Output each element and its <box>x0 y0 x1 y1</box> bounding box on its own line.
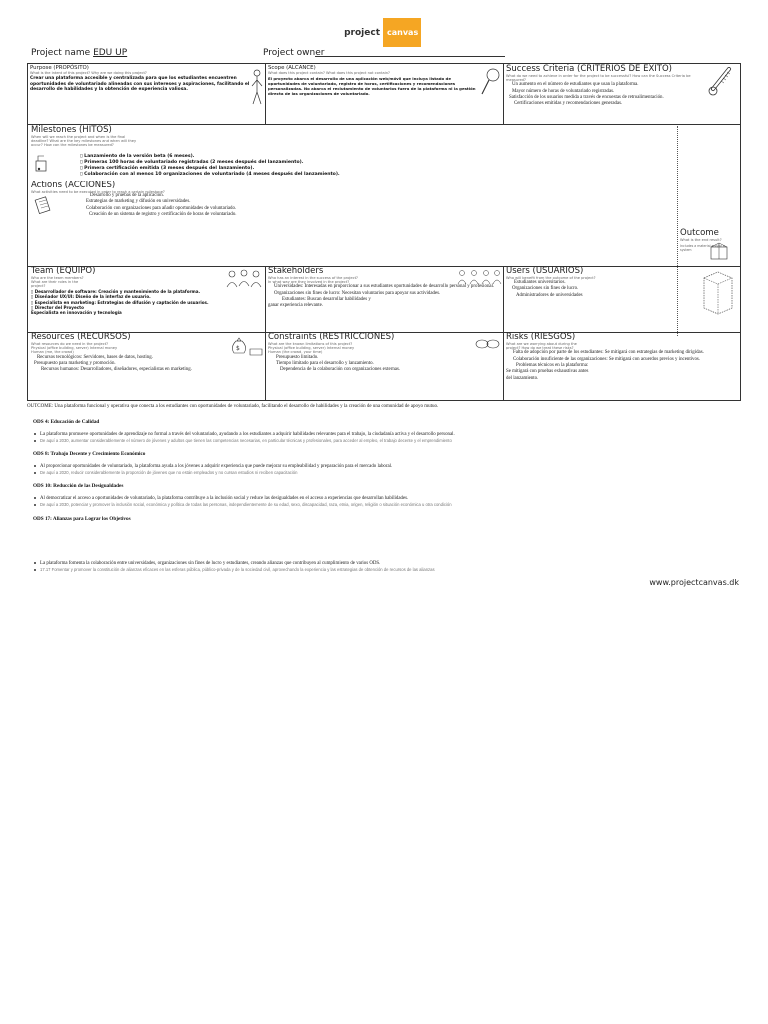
milestones-title: Milestones (HITOS) <box>31 125 112 135</box>
actions-section <box>28 181 678 267</box>
milestone-item[interactable]: ▯ Lanzamiento de la versión beta (6 meses). <box>80 154 195 159</box>
risks-title: Risks (RIESGOS) <box>506 333 576 342</box>
svg-text:$: $ <box>236 345 240 352</box>
ods17-main: La plataforma fomenta la colaboración entre universidades, organizaciones sin fines de lucro y estudiantes, creando alianzas que contribuyen al cumplimiento de varios ODS. <box>34 561 380 566</box>
stakeholders-question: Who has an interest in the success of the project? In what way are they involved in the project? <box>268 275 358 284</box>
ods8-sub: De aquí a 2020, reducir considerablemente la proporción de jóvenes que no están empleados y no cursan estudios ni reciben capacitación <box>34 470 297 475</box>
outcome-extra: Includes a material and/or a system <box>680 243 725 252</box>
success-line[interactable]: Mayor número de horas de voluntariado registradas. <box>512 88 615 94</box>
action-line[interactable]: Estrategias de marketing y difusión en universidades. <box>86 199 191 205</box>
success-criteria-section <box>504 64 740 125</box>
ods10-main: Al democratizar el acceso a oportunidades de voluntariado, la plataforma contribuye a la inclusión social y reduce las desigualdades en el acceso a experiencias que desarrollan habilidades. <box>34 496 408 501</box>
risk-line[interactable]: Colaboración insuficiente de las organizaciones: Se mitigará con acuerdos previos y incentivos. <box>513 356 701 362</box>
constraints-title: Constraints (RESTRICCIONES) <box>268 333 395 342</box>
team-icon <box>224 269 264 289</box>
person-icon <box>250 68 264 108</box>
team-member[interactable]: ▯ Especialista en marketing: Estrategias de difusión y captación de usuarios. <box>31 299 209 305</box>
success-line[interactable]: Satisfacción de los usuarios medida a través de encuestas de retroalimentación. <box>509 95 664 100</box>
gift-icon <box>700 268 736 318</box>
scope-text[interactable]: El proyecto abarca el desarrollo de una aplicación web/móvil que incluya listado de oportunidades de voluntariado, registro de horas, certificaciones y recomendaciones personalizadas. No abarca el reclutamiento de voluntarios fuera de la plataforma ni la gestión directa de las organizaciones de voluntariado. <box>268 75 476 97</box>
stakeholder-line[interactable]: Universidades: Interesadas en proporcionar a sus estudiantes oportunidades de desarrollo personal y profesional. <box>274 284 495 290</box>
team-title: Team (EQUIPO) <box>31 267 96 276</box>
project-owner-label: Project owner <box>263 48 325 58</box>
scope-title: Scope (ALCANCE) <box>268 65 316 71</box>
ods10-sub: De aquí a 2030, potenciar y promover la inclusión social, económica y política de todas las personas, independientemente de su edad, sexo, discapacidad, raza, etnia, origen, religión o situación económica u otra condición <box>34 502 452 507</box>
project-name-value[interactable]: EDU UP <box>93 48 128 58</box>
constraints-question: What are the known limitations of this project? Physical (office building, server) Internal money Human (the crowd, your time) <box>268 341 355 355</box>
success-criteria-title: Success Criteria (CRITERIOS DE ÉXITO) <box>506 64 672 74</box>
milestone-item[interactable]: ▯ Primera certificación emitida (3 meses después del lanzamiento). <box>80 165 255 171</box>
milestone-checkbox: ▯ <box>80 171 85 177</box>
flag-icon <box>35 155 49 173</box>
milestones-question: When will we reach the project and when is the final deadline? What are the key milestones and when will they occur? How can the milestones be measured? <box>31 134 137 148</box>
stakeholder-line[interactable]: Organizaciones sin fines de lucro: Necesitan voluntarios para apoyar sus actividades. <box>274 290 441 296</box>
users-question: Who will benefit from the outcome of the project? <box>506 275 596 280</box>
ods10-heading: ODS 10: Reducción de las Desigualdades <box>33 483 124 489</box>
purpose-title: Purpose (PROPÓSITO) <box>30 65 89 71</box>
success-line[interactable]: Certificaciones emitidas y recomendaciones generadas. <box>514 101 623 107</box>
actions-title: Actions (ACCIONES) <box>31 181 116 190</box>
milestone-item[interactable]: ▯ Colaboración con al menos 10 organizaciones de voluntariado (4 meses después del lanzamiento). <box>80 171 340 177</box>
box-icon <box>708 240 730 262</box>
resource-line[interactable]: Recursos humanos: Desarrolladores, diseñadores, especialistas en marketing. <box>41 367 192 373</box>
success-criteria-question: What do we need to achieve in order for the project to be successful? How can the Success Criteria be measured? <box>506 73 691 82</box>
logo-project: project <box>343 18 383 47</box>
team-member[interactable]: ▯ Desarrollador de software: Creación y mantenimiento de la plataforma. <box>31 288 201 294</box>
project-name-label: Project name <box>31 48 91 58</box>
risks-question: What are we worrying about during the project? How do we treat these risks? <box>506 341 577 350</box>
milestones-section <box>28 125 678 181</box>
outcome-question: What is the end result? <box>680 237 722 242</box>
thermometer-icon <box>707 67 735 99</box>
stakeholders-section <box>266 267 504 333</box>
resources-section <box>28 333 266 400</box>
stakeholder-line[interactable]: Estudiantes: Buscan desarrollar habilidades y ganar experiencia relevante. <box>268 297 371 309</box>
success-line[interactable]: Un aumento en el número de estudiantes que usan la plataforma. <box>512 82 639 88</box>
scope-question: What does this project contain? What does this project not contain? <box>268 71 390 76</box>
ods4-main: La plataforma promueve oportunidades de aprendizaje no formal a través del voluntariado, ayudando a los estudiantes a adquirir habilidades relevantes para el trabajo, la ciudadanía activa y el desarrollo personal. <box>34 432 455 437</box>
user-line[interactable]: Administradores de universidades <box>516 292 583 298</box>
money-bag-icon <box>228 335 264 357</box>
constraint-line[interactable]: Presupuesto limitado. <box>276 354 319 360</box>
milestone-checkbox: ▯ <box>80 159 85 165</box>
ods8-heading: ODS 8: Trabajo Decente y Crecimiento Económico <box>33 451 146 457</box>
notebook-icon <box>34 195 54 215</box>
constraints-section <box>266 333 504 400</box>
team-member[interactable]: ▯ Diseñador UX/UI: Diseño de la interfaz de usuario. <box>31 294 151 300</box>
team-member[interactable]: Especialista en innovación y tecnología <box>31 310 122 316</box>
team-member[interactable]: ▯ Director del Proyecto <box>31 304 84 310</box>
milestone-item[interactable]: ▯ Primeras 100 horas de voluntariado registradas (2 meses después del lanzamiento). <box>80 159 304 165</box>
stakeholders-icon <box>456 269 502 285</box>
resources-title: Resources (RECURSOS) <box>31 333 131 342</box>
outcome-statement: OUTCOME: Una plataforma funcional y operativa que conecta a los estudiantes con oportunidades de voluntariado, facilitando el desarrollo de habilidades y la creación de una comunidad de apoyo mutuo. <box>27 404 439 409</box>
ods4-sub: De aquí a 2030, aumentar considerablemente el número de jóvenes y adultos que tienen las competencias necesarias, en particular técnicas y profesionales, para acceder al empleo, el trabajo decente y el emprendimiento <box>34 438 452 443</box>
action-line[interactable]: Colaboración con organizaciones para añadir oportunidades de voluntariado. <box>86 205 237 211</box>
risks-section <box>504 333 740 400</box>
logo-canvas: canvas <box>383 18 421 47</box>
outcome-title: Outcome <box>680 228 719 238</box>
resources-question: What resources do we need in the project? Physical (office building, server) Internal money Human (me, the crowd) <box>31 341 118 355</box>
project-name-field <box>31 48 127 58</box>
team-question: Who are the team members? What are their roles in the project? <box>31 275 84 289</box>
team-section <box>28 267 266 333</box>
purpose-section <box>28 64 266 125</box>
footer-url[interactable]: www.projectcanvas.dk <box>649 578 739 587</box>
constraint-line[interactable]: Tiempo limitado para el desarrollo y lanzamiento. <box>276 361 374 367</box>
action-line[interactable]: Desarrollo y pruebas de la aplicación. <box>90 193 164 198</box>
purpose-text[interactable]: Crear una plataforma accesible y centralizada para que los estudiantes encuentren oportunidades de voluntariado alineadas con sus intereses y aspiraciones, facilitando el desarrollo de habilidades y la obtención de experiencia valiosa. <box>30 75 250 93</box>
outcome-divider <box>677 126 678 336</box>
ods17-sub: 17.17 Fomentar y promover la constitución de alianzas eficaces en las esferas pública, público-privada y de la sociedad civil, aprovechando la experiencia y las estrategias de obtención de recursos de las alianzas <box>34 567 435 572</box>
chain-icon <box>474 335 502 353</box>
actions-question: What activities need to be executed in order to reach a certain milestone? <box>31 189 165 194</box>
risk-line[interactable]: Falta de adopción por parte de los estudiantes: Se mitigará con estrategias de marketing dirigidas. <box>513 350 704 356</box>
ods17-heading: ODS 17: Alianzas para Lograr los Objetivos <box>33 516 131 522</box>
scope-section <box>266 64 504 125</box>
action-line[interactable]: Creación de un sistema de registro y certificación de horas de voluntariado. <box>89 211 237 217</box>
user-line[interactable]: Estudiantes universitarios. <box>514 279 566 285</box>
risk-line[interactable]: Problemas técnicos en la plataforma: Se mitigará con pruebas exhaustivas antes del lanzamiento. <box>506 363 589 381</box>
resource-line[interactable]: Recursos tecnológicos: Servidores, bases de datos, hosting. <box>37 354 153 360</box>
resource-line[interactable]: Presupuesto para marketing y promoción. <box>34 361 116 367</box>
stakeholders-title: Stakeholders <box>268 267 324 276</box>
user-line[interactable]: Organizaciones sin fines de lucro. <box>512 286 579 292</box>
magnifier-icon <box>480 66 502 96</box>
ods4-heading: ODS 4: Educación de Calidad <box>33 419 100 425</box>
purpose-question: What is the intent of this project? Why are we doing this project? <box>30 71 147 76</box>
ods8-main: Al proporcionar oportunidades de voluntariado, la plataforma ayuda a los jóvenes a adquirir experiencia que puede mejorar su empleabilidad y preparación para el mercado laboral. <box>34 464 392 469</box>
milestone-checkbox: ▯ <box>80 154 85 159</box>
project-owner-input[interactable] <box>315 56 505 57</box>
milestone-checkbox: ▯ <box>80 165 85 171</box>
constraint-line[interactable]: Dependencia de la colaboración con organizaciones externas. <box>280 367 401 373</box>
project-canvas-grid <box>27 63 741 401</box>
users-title: Users (USUARIOS) <box>506 267 584 276</box>
